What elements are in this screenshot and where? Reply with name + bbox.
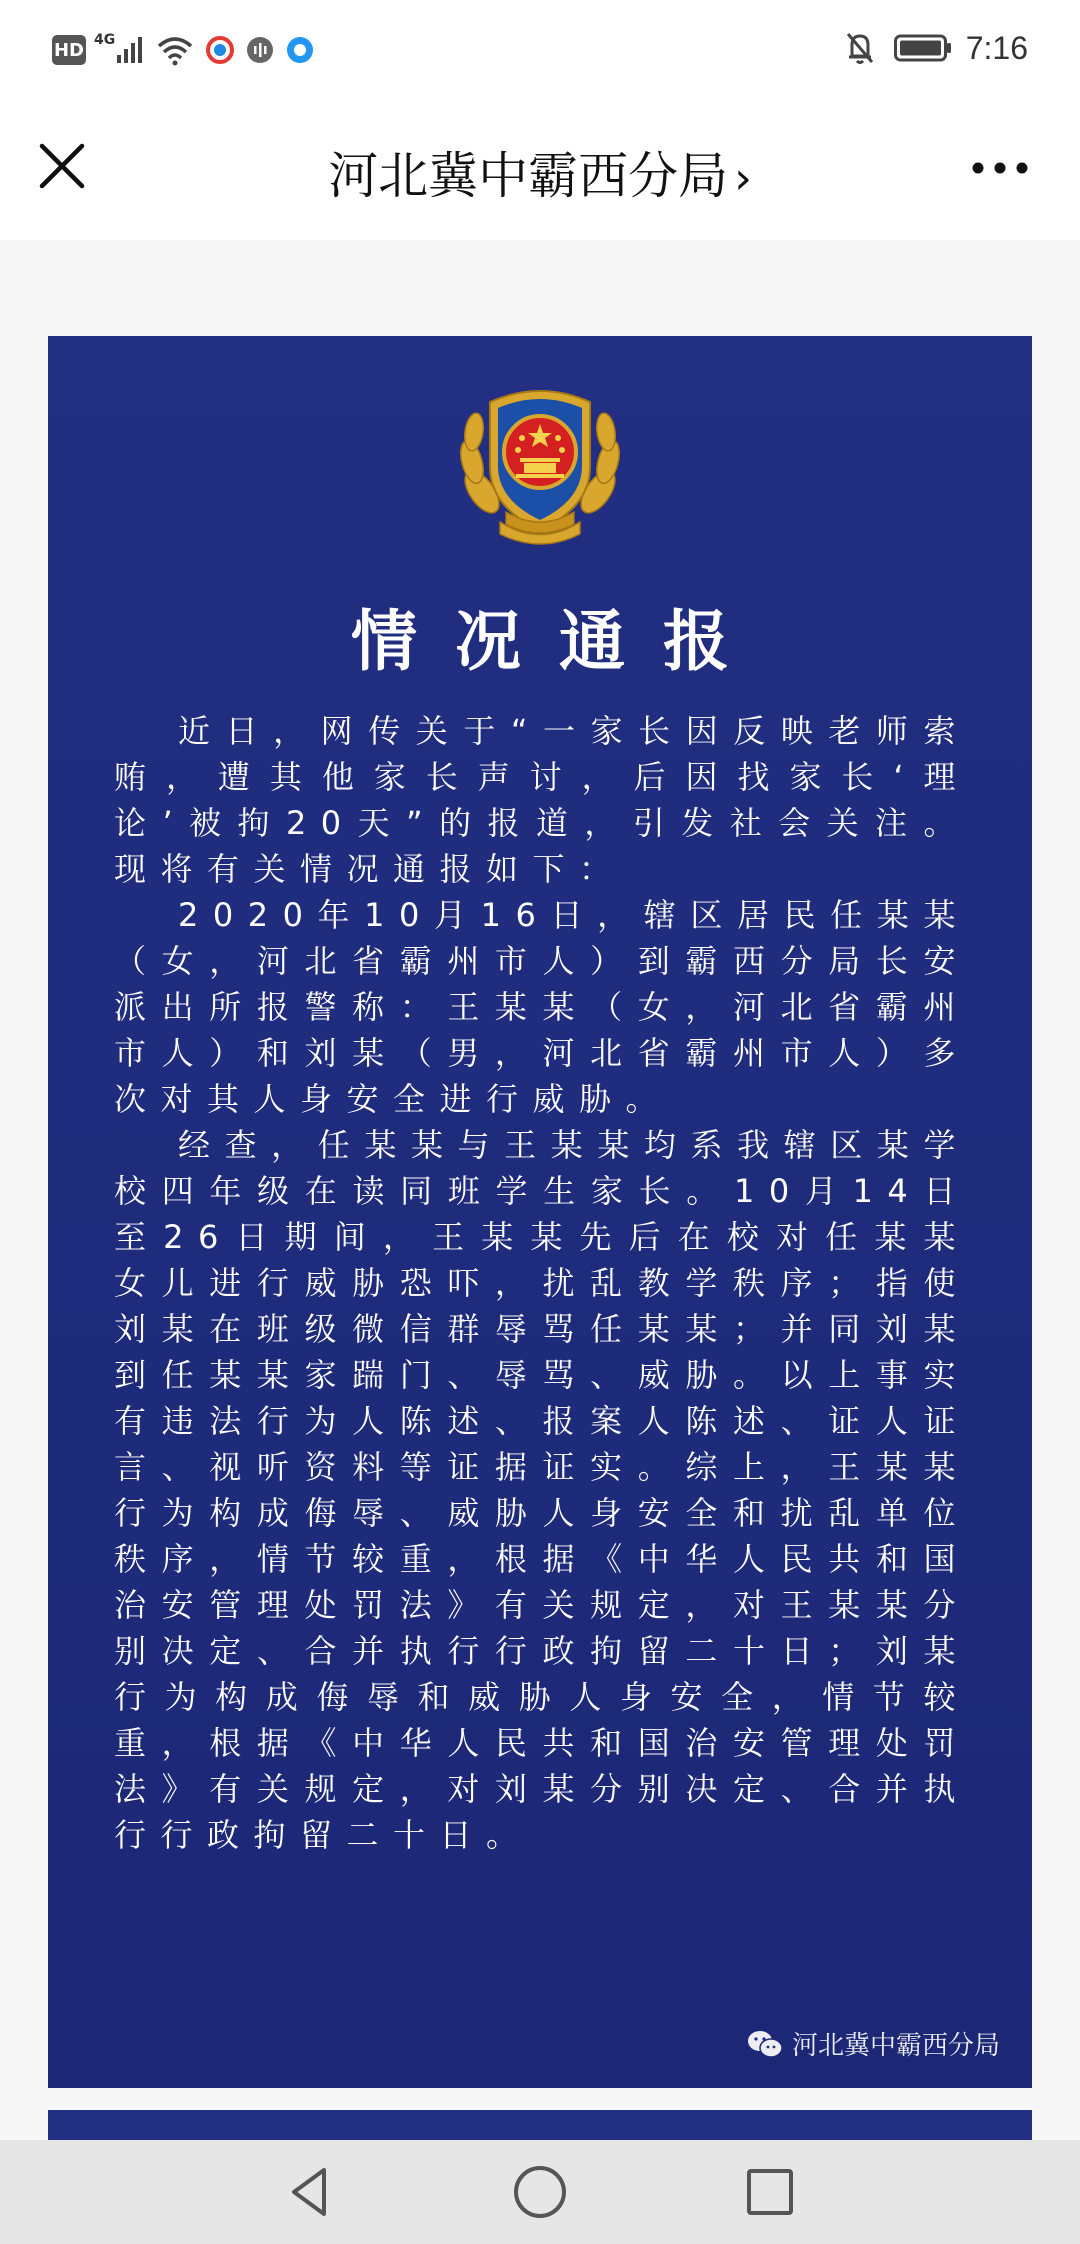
system-nav-bar <box>0 2140 1080 2244</box>
chevron-right-icon: › <box>734 153 752 204</box>
wechat-icon <box>746 2028 784 2060</box>
police-emblem-icon <box>450 372 630 552</box>
notice-paragraph: 2020年10月16日，辖区居民任某某（女，河北省霸州市人）到霸西分局长安派出所报警称：王某某（女，河北省霸州市人）和刘某（男，河北省霸州市人）多次对其人身安全进行威胁。 <box>114 896 970 1118</box>
notice-poster <box>48 336 1032 2088</box>
wifi-icon <box>155 34 195 66</box>
network-type: 4G <box>94 32 116 48</box>
notice-paragraph: 经查，任某某与王某某均系我辖区某学校四年级在读同班学生家长。10月14日至26日期间，王某某先后在校对任某某女儿进行威胁恐吓，扰乱教学秩序；指使刘某在班级微信群辱骂任某某；并同刘某到任某某家踹门、辱骂、威胁。以上事实有违法行为人陈述、报案人陈述、证人证言、视听资料等证据证实。综上，王某某行为构成侮辱、威胁人身安全和扰乱单位秩序，情节较重，根据《中华人民共和国治安管理处罚法》有关规定，对王某某分别决定、合并执行行政拘留二十日；刘某行为构成侮辱和威胁人身安全，情节较重，根据《中华人民共和国治安管理处罚法》有关规定，对刘某分别决定、合并执行行政拘留二十日。 <box>114 1126 970 1854</box>
home-circle-icon <box>510 2162 570 2222</box>
status-left <box>52 30 315 70</box>
source-name: 河北冀中霸西分局 <box>791 2031 1000 2061</box>
home-button[interactable] <box>510 2162 570 2222</box>
status-bar <box>0 0 1080 96</box>
hd-badge: HD <box>52 35 86 65</box>
notice-paragraph: 近日，网传关于“一家长因反映老师索贿，遭其他家长声讨，后因找家长‘理论’被拘20天”的报道，引发社会关注。现将有关情况通报如下： <box>114 712 970 888</box>
back-button[interactable] <box>280 2162 340 2222</box>
battery-icon <box>894 34 952 62</box>
app-notification-icon <box>205 35 235 65</box>
nav-bar <box>0 96 1080 241</box>
signal-icon <box>115 35 145 65</box>
voice-app-icon <box>245 35 275 65</box>
recents-button[interactable] <box>740 2162 800 2222</box>
bell-muted-icon <box>844 30 876 66</box>
status-right <box>844 26 1028 70</box>
notice-title: 情况通报 <box>351 603 767 680</box>
account-name: 河北冀中霸西分局 <box>328 147 729 205</box>
more-button[interactable] <box>968 148 1032 188</box>
next-image-edge <box>48 2110 1032 2140</box>
back-triangle-icon <box>280 2162 340 2222</box>
recents-square-icon <box>740 2162 800 2222</box>
browser-app-icon <box>285 35 315 65</box>
account-title-link[interactable] <box>0 136 1080 208</box>
notice-body <box>114 708 970 1858</box>
status-time: 7:16 <box>965 29 1028 66</box>
more-icon <box>968 148 1032 188</box>
source-watermark <box>746 2025 1000 2062</box>
